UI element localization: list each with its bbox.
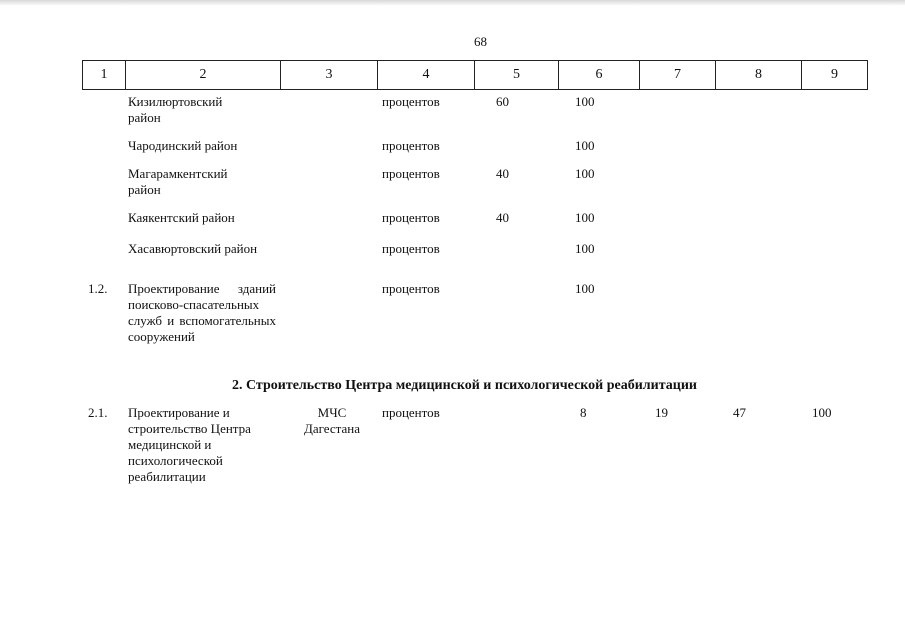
page-number: 68 (474, 34, 487, 49)
row-col6: 100 (575, 166, 595, 181)
row-col6: 100 (575, 210, 595, 225)
row-col5: 40 (496, 210, 509, 225)
column-header-6: 6 (559, 61, 640, 90)
row-responsible: МЧС Дагестана (304, 405, 360, 436)
row-col6: 100 (575, 241, 595, 256)
row-unit: процентов (382, 138, 440, 153)
row-number: 1.2. (88, 281, 108, 296)
row-unit: процентов (382, 166, 440, 181)
row-name: Чародинский район (128, 138, 238, 153)
column-header-5: 5 (475, 61, 559, 90)
column-header-9: 9 (802, 61, 868, 90)
column-header-2: 2 (126, 61, 281, 90)
row-col9: 100 (812, 405, 832, 420)
row-name: Хасавюртовский район (128, 241, 258, 256)
scan-edge (0, 0, 905, 6)
column-header-3: 3 (281, 61, 378, 90)
row-number: 2.1. (88, 405, 108, 420)
section-heading: 2. Строительство Центра медицинской и психологической реабилитации (232, 378, 697, 393)
row-col5: 40 (496, 166, 509, 181)
row-name: Магарамкентский район (128, 166, 228, 197)
row-unit: процентов (382, 405, 440, 420)
row-name: Каякентский район (128, 210, 235, 225)
row-name: Проектирование и строительство Центра медицинской и психологической реабилитации (128, 405, 251, 484)
column-header-4: 4 (378, 61, 475, 90)
column-number-header (82, 60, 868, 90)
row-col7: 19 (655, 405, 668, 420)
column-header-8: 8 (716, 61, 802, 90)
row-name: Проектирование зданий поисково-спасательных служб и вспомогательных сооружений (128, 281, 276, 344)
row-unit: процентов (382, 241, 440, 256)
column-header-1: 1 (83, 61, 126, 90)
row-unit: процентов (382, 281, 440, 296)
row-name: Кизилюртовский район (128, 94, 223, 125)
row-col6: 100 (575, 281, 595, 296)
row-unit: процентов (382, 94, 440, 109)
row-col6: 100 (575, 94, 595, 109)
row-col5: 60 (496, 94, 509, 109)
row-col6: 8 (580, 405, 587, 420)
row-col6: 100 (575, 138, 595, 153)
row-unit: процентов (382, 210, 440, 225)
row-col8: 47 (733, 405, 746, 420)
column-header-7: 7 (640, 61, 716, 90)
